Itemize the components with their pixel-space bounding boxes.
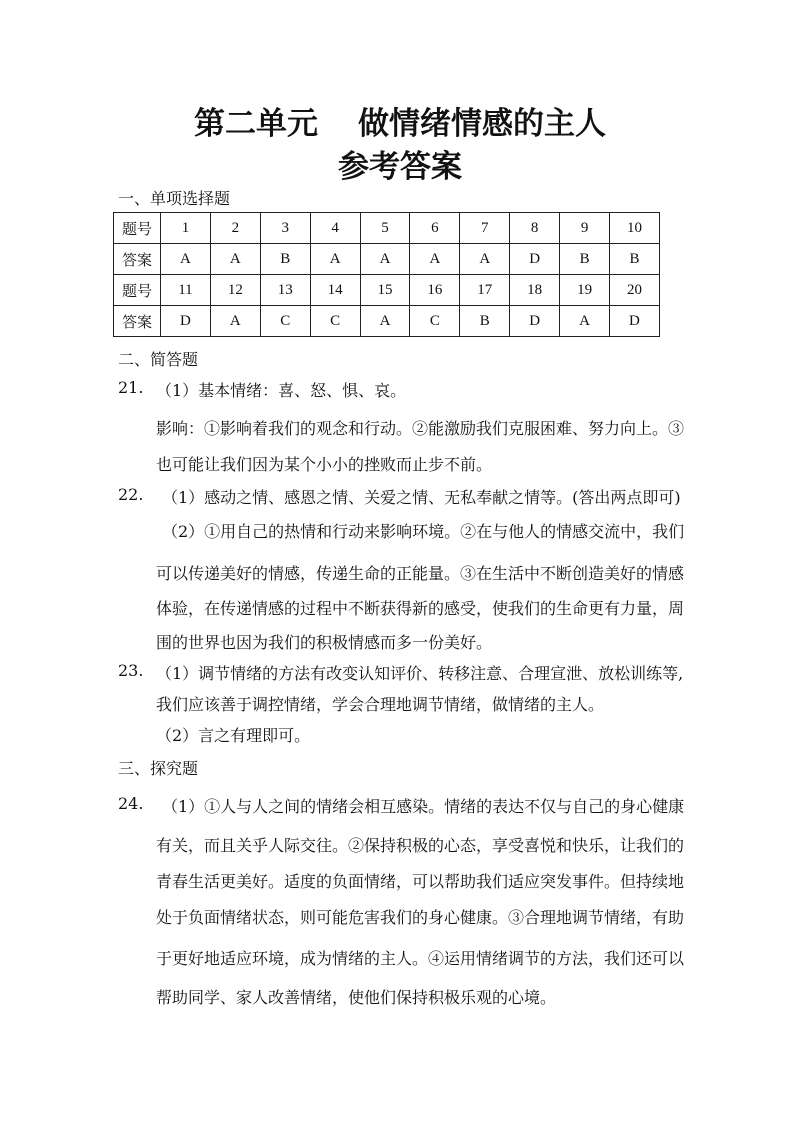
table-cell: D [510, 306, 560, 337]
table-cell: D [161, 306, 211, 337]
table-row-label: 题号 [114, 213, 161, 244]
answer-line: 可以传递美好的情感，传递生命的正能量。③在生活中不断创造美好的情感 [156, 564, 685, 583]
table-row-label: 答案 [114, 244, 161, 275]
table-cell: A [210, 306, 260, 337]
section3-heading: 三、探究题 [118, 759, 199, 778]
table-cell: 18 [510, 275, 560, 306]
answer-line: 处于负面情绪状态，则可能危害我们的身心健康。③合理地调节情绪，有助 [156, 908, 685, 927]
table-cell: A [460, 244, 510, 275]
table-cell: 15 [360, 275, 410, 306]
answer-line: （1）调节情绪的方法有改变认知评价、转移注意、合理宣泄、放松训练等, [156, 664, 684, 683]
table-cell: 13 [260, 275, 310, 306]
answer-line: （2）言之有理即可。 [156, 726, 311, 745]
question-number: 22. [118, 485, 144, 504]
table-cell: A [310, 244, 360, 275]
question-number: 24. [118, 794, 144, 813]
section2-heading: 二、简答题 [118, 350, 199, 369]
table-cell: C [410, 306, 460, 337]
table-cell: 3 [260, 213, 310, 244]
table-cell: A [210, 244, 260, 275]
table-row-label: 答案 [114, 306, 161, 337]
table-cell: 6 [410, 213, 460, 244]
table-cell: D [610, 306, 660, 337]
table-cell: 5 [360, 213, 410, 244]
table-cell: 7 [460, 213, 510, 244]
table-cell: 11 [161, 275, 211, 306]
answer-line: （1）基本情绪：喜、怒、惧、哀。 [156, 381, 407, 400]
question-number: 23. [118, 661, 144, 680]
table-cell: 17 [460, 275, 510, 306]
table-cell: A [360, 244, 410, 275]
answer-line: 有关，而且关乎人际交往。②保持积极的心态，享受喜悦和快乐，让我们的 [156, 836, 685, 855]
section1-heading: 一、单项选择题 [118, 189, 231, 208]
table-cell: D [510, 244, 560, 275]
table-cell: 20 [610, 275, 660, 306]
question-number: 21. [118, 378, 144, 397]
table-cell: A [360, 306, 410, 337]
table-cell: 8 [510, 213, 560, 244]
page-subtitle: 参考答案 [338, 149, 462, 185]
table-cell: B [260, 244, 310, 275]
table-row [114, 213, 660, 244]
table-cell: B [610, 244, 660, 275]
answer-line: 也可能让我们因为某个小小的挫败而止步不前。 [156, 455, 493, 474]
table-cell: 4 [310, 213, 360, 244]
page-title [0, 98, 800, 143]
table-cell: A [161, 244, 211, 275]
answer-line: （1）①人与人之间的情绪会相互感染。情绪的表达不仅与自己的身心健康 [162, 797, 685, 816]
title-part1: 第二单元 [194, 106, 318, 142]
table-cell: 10 [610, 213, 660, 244]
answer-line: 体验，在传递情感的过程中不断获得新的感受，使我们的生命更有力量，周 [156, 599, 685, 618]
table-cell: B [560, 244, 610, 275]
answer-line: 于更好地适应环境，成为情绪的主人。④运用情绪调节的方法，我们还可以 [156, 949, 685, 968]
table-row [114, 275, 660, 306]
table-cell: A [410, 244, 460, 275]
answer-line: 帮助同学、家人改善情绪，使他们保持积极乐观的心境。 [156, 988, 557, 1007]
title-part2: 做情绪情感的主人 [358, 106, 606, 142]
table-cell: C [310, 306, 360, 337]
table-row [114, 244, 660, 275]
table-row-label: 题号 [114, 275, 161, 306]
table-cell: 19 [560, 275, 610, 306]
answer-line: （1）感动之情、感恩之情、关爱之情、无私奉献之情等。(答出两点即可) [162, 488, 681, 507]
table-cell: 9 [560, 213, 610, 244]
answer-line: 青春生活更美好。适度的负面情绪，可以帮助我们适应突发事件。但持续地 [156, 872, 685, 891]
answer-line: 我们应该善于调控情绪，学会合理地调节情绪，做情绪的主人。 [156, 695, 605, 714]
table-cell: 2 [210, 213, 260, 244]
table-cell: 12 [210, 275, 260, 306]
answer-line: 影响：①影响着我们的观念和行动。②能激励我们克服困难、努力向上。③ [156, 419, 685, 438]
answer-line: （2）①用自己的热情和行动来影响环境。②在与他人的情感交流中，我们 [162, 522, 685, 541]
table-cell: 1 [161, 213, 211, 244]
table-cell: 16 [410, 275, 460, 306]
table-cell: 14 [310, 275, 360, 306]
answer-line: 围的世界也因为我们的积极情感而多一份美好。 [156, 633, 493, 652]
answer-table [113, 212, 660, 337]
table-cell: A [560, 306, 610, 337]
table-cell: B [460, 306, 510, 337]
table-row [114, 306, 660, 337]
table-cell: C [260, 306, 310, 337]
